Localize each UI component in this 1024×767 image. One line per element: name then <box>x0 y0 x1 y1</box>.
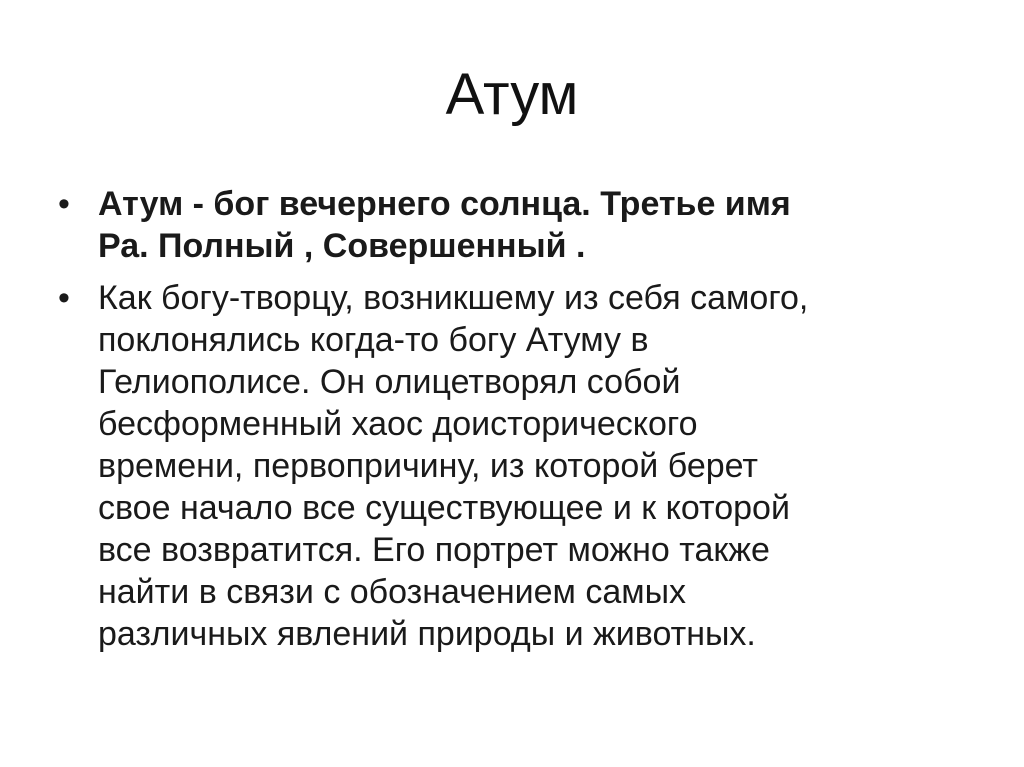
bullet-2-line-2: поклонялись когда-то богу Атуму в <box>98 321 649 359</box>
slide-title: Атум <box>445 62 579 127</box>
bullet-icon: • <box>58 279 70 317</box>
bullet-1-line-2: Ра. Полный , Совершенный . <box>98 227 586 265</box>
bullet-2-line-6: свое начало все существующее и к которой <box>98 489 790 527</box>
bullet-icon: • <box>58 185 70 223</box>
bullet-2-line-4: бесформенный хаос доисторического <box>98 405 698 443</box>
bullet-2-line-8: найти в связи с обозначением самых <box>98 573 687 611</box>
bullet-2-line-5: времени, первопричину, из которой берет <box>98 447 758 485</box>
bullet-list <box>58 183 958 665</box>
bullet-2-line-3: Гелиополисе. Он олицетворял собой <box>98 363 681 401</box>
bullet-1-line-1: Атум - бог вечернего солнца. Третье имя <box>98 185 791 223</box>
bullet-item-2 <box>58 277 958 655</box>
bullet-2-line-1: Как богу-творцу, возникшему из себя самого, <box>98 279 809 317</box>
bullet-item-1 <box>58 183 958 267</box>
bullet-2-line-7: все возвратится. Его портрет можно также <box>98 531 770 569</box>
bullet-2-line-9: различных явлений природы и животных. <box>98 615 756 653</box>
